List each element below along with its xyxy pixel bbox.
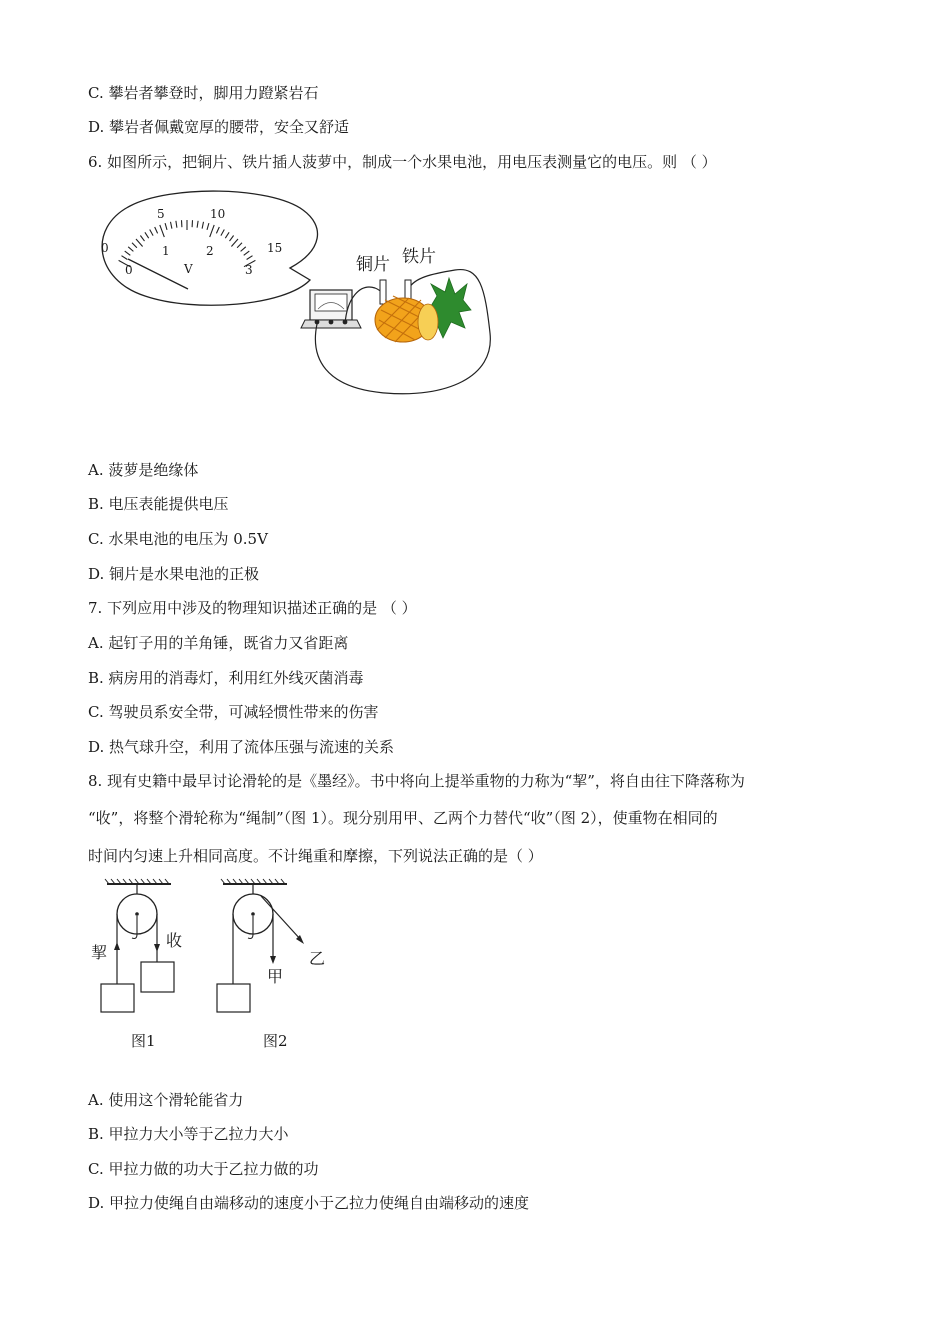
scale-top-10: 10 <box>210 207 226 221</box>
dial-tick <box>128 247 133 252</box>
scale-bottom-0: 0 <box>125 263 133 277</box>
fig2-caption: 图2 <box>263 1032 288 1050</box>
q6-option-b: B. 电压表能提供电压 <box>88 495 229 513</box>
dial-tick <box>150 230 153 236</box>
fig1-qie-label: 挈 <box>91 943 108 962</box>
scale-bottom-3: 3 <box>245 263 253 277</box>
scale-top-0: 0 <box>101 241 109 255</box>
q6-option-c: C. 水果电池的电压为 0.5V <box>88 530 268 548</box>
q8-stem-line1: 8. 现有史籍中最早讨论滑轮的是《墨经》。书中将向上提举重物的力称为“挈”，将自由往下降落称为 <box>88 772 745 790</box>
dial-tick <box>140 236 144 242</box>
q7-option-a: A. 起钉子用的羊角锤，既省力又省距离 <box>88 634 349 652</box>
dial-tick <box>210 225 215 237</box>
dial-tick <box>225 232 229 238</box>
q5-option-d: D. 攀岩者佩戴宽厚的腰带，安全又舒适 <box>88 118 350 136</box>
dial-tick <box>125 251 131 255</box>
q6-stem: 6. 如图所示，把铜片、铁片插人菠萝中，制成一个水果电池，用电压表测量它的电压。则 （ ） <box>88 153 717 171</box>
dial-tick <box>122 256 128 260</box>
dial-tick <box>221 230 224 236</box>
q8-option-d: D. 甲拉力使绳自由端移动的速度小于乙拉力使绳自由端移动的速度 <box>88 1194 530 1212</box>
dial-tick <box>197 221 198 228</box>
voltmeter-dial-ticks <box>119 220 256 267</box>
q8-option-c: C. 甲拉力做的功大于乙拉力做的功 <box>88 1160 319 1178</box>
dial-tick <box>132 243 137 248</box>
dial-tick <box>176 221 177 228</box>
dial-tick <box>230 236 234 242</box>
fig1-caption: 图1 <box>131 1032 156 1050</box>
fig1-pulley <box>101 879 174 1012</box>
scale-bottom-2: 2 <box>206 244 214 258</box>
q8-stem-line3: 时间内匀速上升相同高度。不计绳重和摩擦，下列说法正确的是（ ） <box>88 847 543 865</box>
dial-tick <box>231 239 238 247</box>
fig1-shou-label: 收 <box>166 931 183 950</box>
q7-stem: 7. 下列应用中涉及的物理知识描述正确的是 （ ） <box>88 599 417 617</box>
iron-label: 铁片 <box>402 247 436 267</box>
dial-tick <box>165 223 167 230</box>
q6-option-a: A. 菠萝是绝缘体 <box>88 461 199 479</box>
q7-option-d: D. 热气球升空，利用了流体压强与流速的关系 <box>88 738 395 756</box>
dial-tick <box>136 239 143 247</box>
scale-unit: V <box>184 262 193 276</box>
dial-tick <box>145 232 149 238</box>
scale-top-5: 5 <box>157 207 165 221</box>
q8-pulley-figures <box>85 876 345 1056</box>
dial-tick <box>247 256 253 260</box>
dial-tick <box>237 243 242 248</box>
q5-option-c: C. 攀岩者攀登时，脚用力蹬紧岩石 <box>88 84 319 102</box>
dial-tick <box>244 251 250 255</box>
q8-stem-line2: “收”，将整个滑轮称为“绳制”（图 1）。现分别用甲、乙两个力替代“收”（图 2），使重物在相同的 <box>88 809 718 827</box>
dial-tick <box>241 247 246 252</box>
q6-fruit-battery-figure <box>85 188 505 403</box>
fig2-jia-label: 甲 <box>267 967 284 986</box>
pineapple-image <box>375 278 471 342</box>
dial-tick <box>155 227 158 233</box>
q7-option-b: B. 病房用的消毒灯，利用红外线灭菌消毒 <box>88 669 364 687</box>
dial-tick <box>160 225 165 237</box>
dial-tick <box>216 227 219 233</box>
dial-tick <box>202 222 203 229</box>
q7-option-c: C. 驾驶员系安全带，可减轻惯性带来的伤害 <box>88 703 379 721</box>
fig2-pulley <box>217 879 304 1012</box>
scale-bottom-1: 1 <box>162 244 170 258</box>
fig2-yi-label: 乙 <box>309 949 326 968</box>
copper-label: 铜片 <box>356 255 390 275</box>
dial-tick <box>207 223 209 230</box>
scale-top-15: 15 <box>267 241 283 255</box>
q8-option-b: B. 甲拉力大小等于乙拉力大小 <box>88 1125 289 1143</box>
voltmeter-needle <box>128 259 188 289</box>
dial-tick <box>171 222 172 229</box>
q6-option-d: D. 铜片是水果电池的正极 <box>88 565 260 583</box>
q8-option-a: A. 使用这个滑轮能省力 <box>88 1091 244 1109</box>
